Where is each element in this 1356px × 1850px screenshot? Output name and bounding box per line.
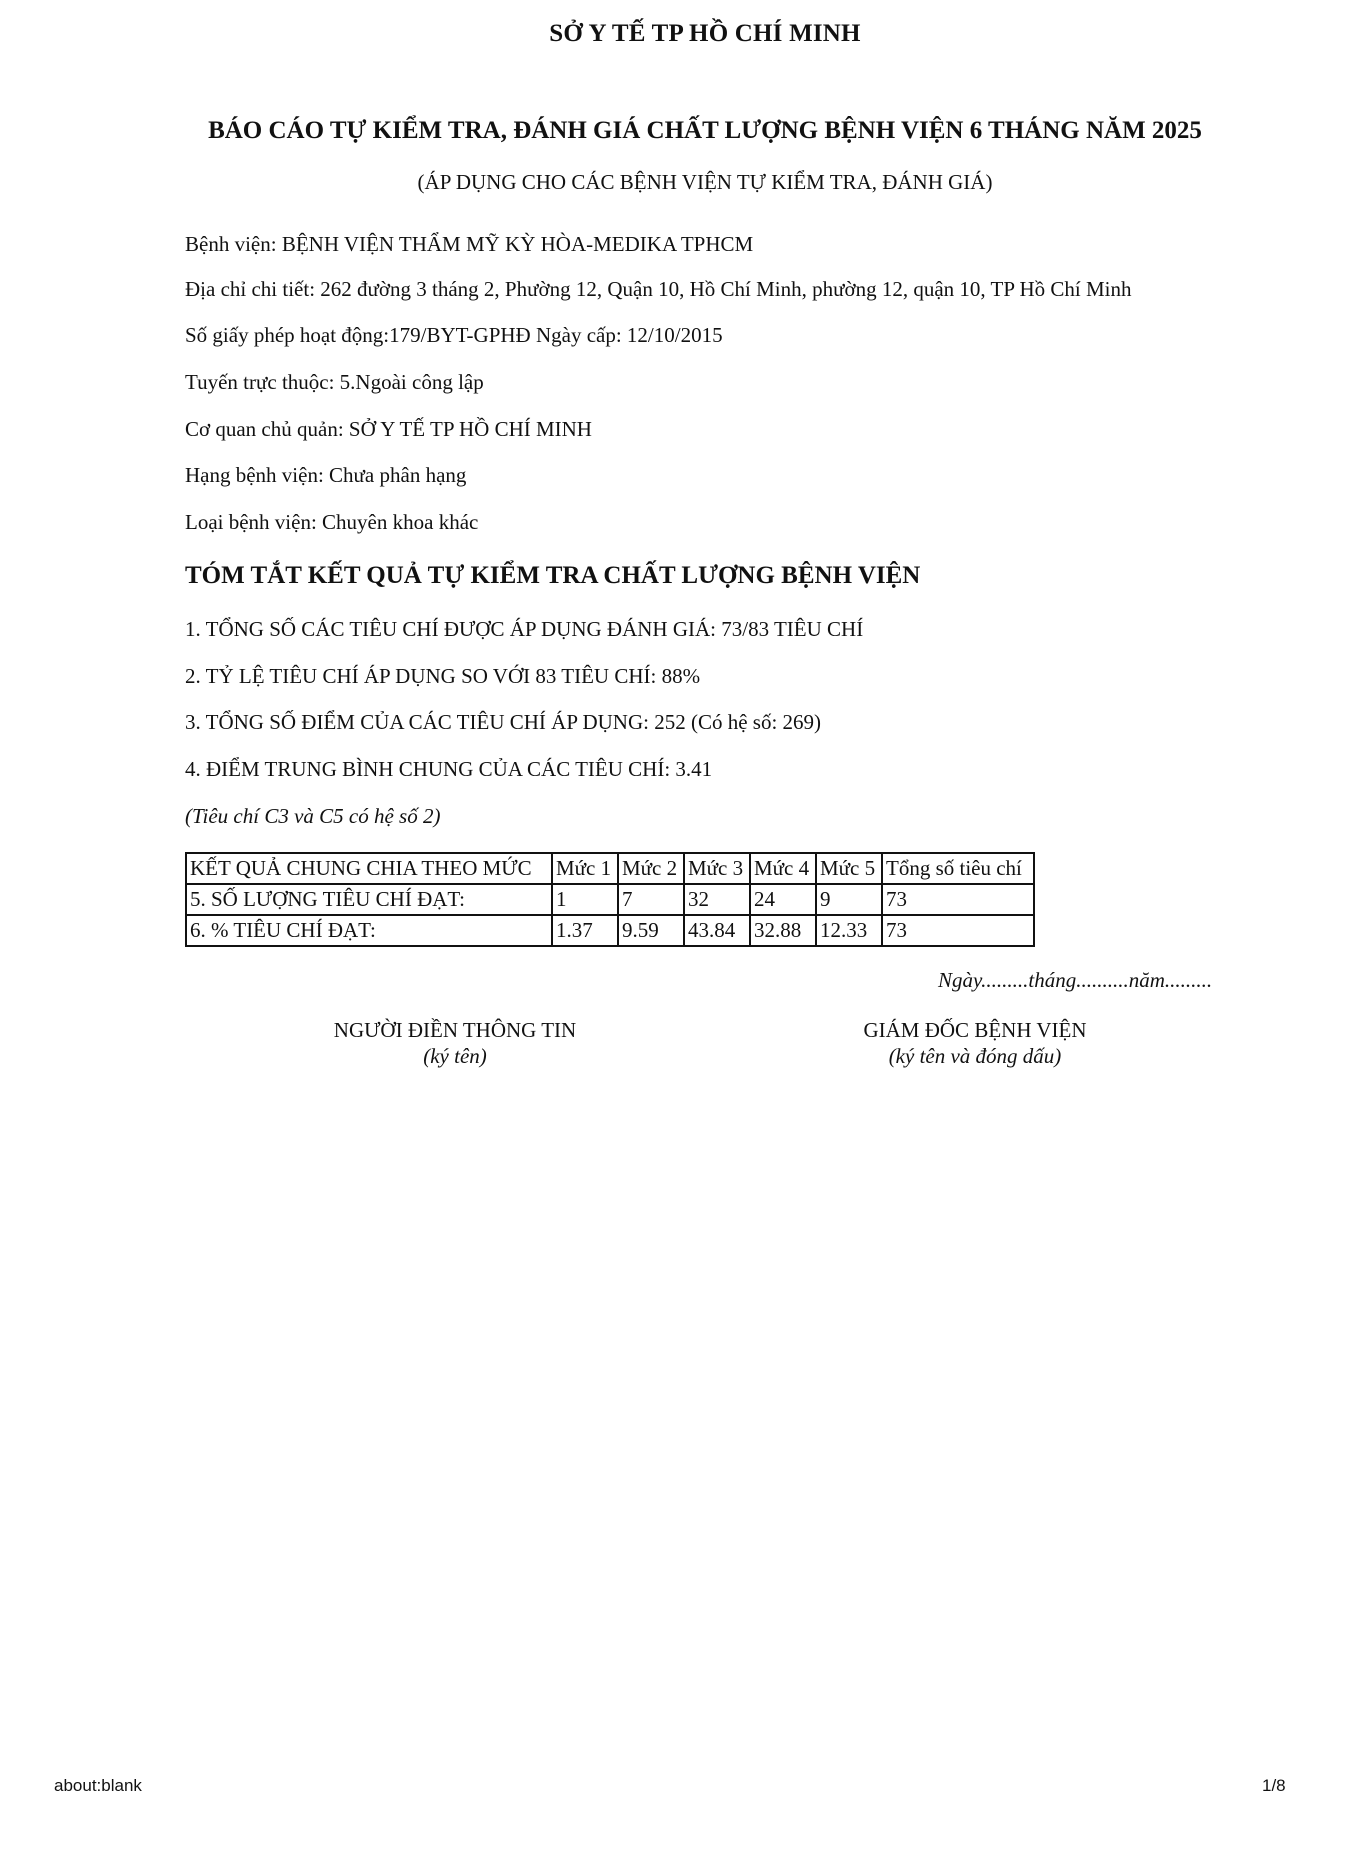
date-line: Ngày.........tháng..........năm......... — [938, 968, 1213, 992]
results-table — [185, 852, 1035, 947]
table-header-cell: Mức 1 — [552, 853, 618, 884]
signature-title-director: GIÁM ĐỐC BỆNH VIỆN — [863, 1018, 1087, 1042]
table-row — [186, 884, 1034, 915]
table-cell: 32 — [684, 884, 750, 915]
report-subtitle: (ÁP DỤNG CHO CÁC BỆNH VIỆN TỰ KIỂM TRA, ĐÁNH GIÁ) — [417, 170, 993, 194]
info-managing-agency: Cơ quan chủ quản: SỞ Y TẾ TP HỒ CHÍ MINH — [185, 417, 592, 441]
table-header-cell: Mức 5 — [816, 853, 882, 884]
table-cell: 9.59 — [618, 915, 684, 946]
info-address: Địa chỉ chi tiết: 262 đường 3 tháng 2, Phường 12, Quận 10, Hồ Chí Minh, phường 12, quận 10, TP Hồ Chí Minh — [185, 277, 1132, 301]
table-header-cell: Mức 2 — [618, 853, 684, 884]
table-cell: 1.37 — [552, 915, 618, 946]
table-header-cell: KẾT QUẢ CHUNG CHIA THEO MỨC — [186, 853, 552, 884]
signature-note-preparer: (ký tên) — [423, 1044, 487, 1068]
table-cell: 73 — [882, 884, 1034, 915]
report-title: BÁO CÁO TỰ KIỂM TRA, ĐÁNH GIÁ CHẤT LƯỢNG BỆNH VIỆN 6 THÁNG NĂM 2025 — [208, 117, 1202, 144]
info-license: Số giấy phép hoạt động:179/BYT-GPHĐ Ngày cấp: 12/10/2015 — [185, 323, 723, 347]
summary-heading: TÓM TẮT KẾT QUẢ TỰ KIỂM TRA CHẤT LƯỢNG BỆNH VIỆN — [185, 562, 921, 589]
table-cell: 43.84 — [684, 915, 750, 946]
table-row — [186, 915, 1034, 946]
summary-item-ratio: 2. TỶ LỆ TIÊU CHÍ ÁP DỤNG SO VỚI 83 TIÊU CHÍ: 88% — [185, 664, 701, 688]
authority-heading: SỞ Y TẾ TP HỒ CHÍ MINH — [549, 20, 861, 47]
coefficient-note: (Tiêu chí C3 và C5 có hệ số 2) — [185, 804, 441, 828]
footer-url: about:blank — [54, 1776, 142, 1795]
footer-page-number: 1/8 — [1262, 1776, 1286, 1795]
summary-item-total-score: 3. TỔNG SỐ ĐIỂM CỦA CÁC TIÊU CHÍ ÁP DỤNG: 252 (Có hệ số: 269) — [185, 710, 822, 734]
table-cell: 7 — [618, 884, 684, 915]
table-header-cell: Tổng số tiêu chí — [882, 853, 1034, 884]
signature-title-preparer: NGƯỜI ĐIỀN THÔNG TIN — [333, 1018, 577, 1042]
table-cell: 24 — [750, 884, 816, 915]
table-header-cell: Mức 3 — [684, 853, 750, 884]
table-header-row — [186, 853, 1034, 884]
summary-item-average-score: 4. ĐIỂM TRUNG BÌNH CHUNG CỦA CÁC TIÊU CHÍ: 3.41 — [185, 757, 713, 781]
table-cell: 5. SỐ LƯỢNG TIÊU CHÍ ĐẠT: — [186, 884, 552, 915]
info-line: Tuyến trực thuộc: 5.Ngoài công lập — [185, 370, 484, 394]
info-hospital-rank: Hạng bệnh viện: Chưa phân hạng — [185, 463, 467, 487]
info-hospital-type: Loại bệnh viện: Chuyên khoa khác — [185, 510, 479, 534]
summary-item-total-criteria: 1. TỔNG SỐ CÁC TIÊU CHÍ ĐƯỢC ÁP DỤNG ĐÁNH GIÁ: 73/83 TIÊU CHÍ — [185, 617, 864, 641]
table-cell: 9 — [816, 884, 882, 915]
table-header-cell: Mức 4 — [750, 853, 816, 884]
signature-block-director — [840, 1018, 1110, 1069]
table-cell: 1 — [552, 884, 618, 915]
info-hospital-name: Bệnh viện: BỆNH VIỆN THẨM MỸ KỲ HÒA-MEDIKA TPHCM — [185, 232, 754, 256]
table-cell: 6. % TIÊU CHÍ ĐẠT: — [186, 915, 552, 946]
signature-block-preparer — [310, 1018, 600, 1069]
table-cell: 12.33 — [816, 915, 882, 946]
table-cell: 73 — [882, 915, 1034, 946]
table-cell: 32.88 — [750, 915, 816, 946]
signature-note-director: (ký tên và đóng dấu) — [888, 1044, 1062, 1068]
